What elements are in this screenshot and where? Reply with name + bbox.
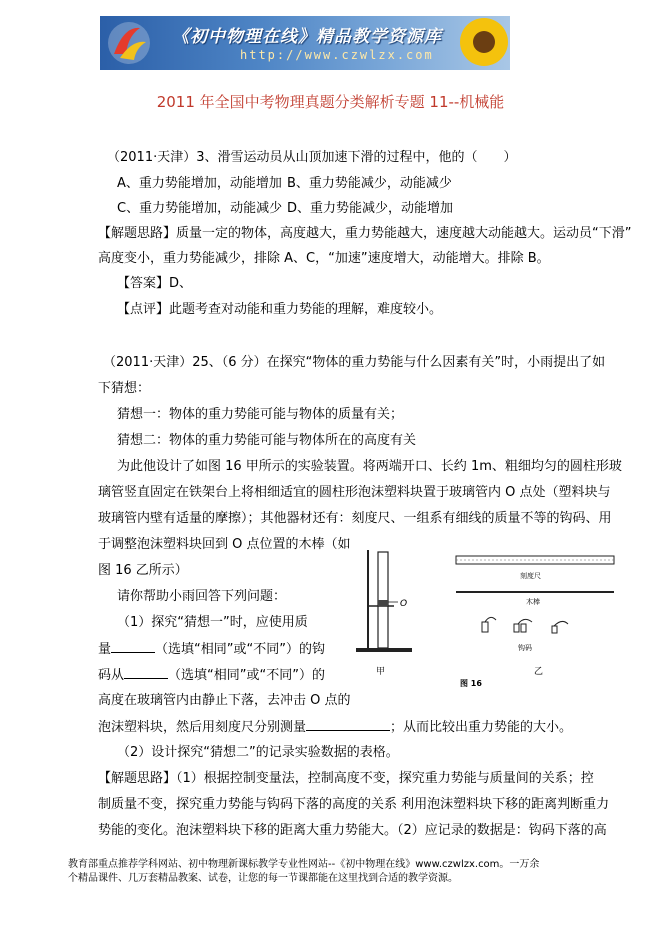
q2-sub1-text: 码从 <box>98 668 125 683</box>
q2-para-line5: 图 16 乙所示） <box>98 563 188 578</box>
q2-ask: 请你帮助小雨回答下列问题： <box>117 589 287 604</box>
q2-stem-line2: 下猜想： <box>98 381 151 396</box>
q2-para-line1: 为此他设计了如图 16 甲所示的实验装置。将两端开口、长约 1m、粗细均匀的圆柱形玻 <box>117 459 622 474</box>
footer-line-1: 教育部重点推荐学科网站、初中物理新课标教学专业性网站--《初中物理在线》www.czwlzx.com。一万余 <box>68 859 540 870</box>
apparatus-jia <box>356 550 412 677</box>
q2-para-line2: 璃管竖直固定在铁架台上将相细适宜的圆柱形泡沫塑料块置于玻璃管内 O 点处（塑料块与 <box>98 485 611 500</box>
q1-analysis-line2: 高度变小，重力势能减少，排除 A、C，“加速”速度增大，动能增大。排除 B。 <box>98 251 550 266</box>
q2-sub1-line2 <box>98 640 325 659</box>
figure-caption: 图 16 <box>460 679 482 688</box>
q2-para-line4: 于调整泡沫塑料块回到 O 点位置的木棒（如 <box>98 537 351 552</box>
q2-guess-2: 猜想二：物体的重力势能可能与物体所在的高度有关 <box>117 433 417 448</box>
figure-16 <box>348 540 628 690</box>
answer-blank-2[interactable] <box>124 666 168 679</box>
label-o: O <box>400 599 408 609</box>
answer-blank-3[interactable] <box>306 718 390 731</box>
q2-sub1-text: 量 <box>98 642 112 657</box>
label-weights: 钩码 <box>518 644 532 652</box>
q1-analysis-line1: 【解题思路】质量一定的物体，高度越大，重力势能越大，速度越大动能越大。运动员“下滑” <box>98 226 632 241</box>
weights-icon <box>482 617 568 633</box>
q2-sub1-text: 泡沫塑料块，然后用刻度尺分别测量 <box>98 720 307 735</box>
q1-option-c: C、重力势能增加，动能减少 <box>117 201 283 216</box>
q2-para-line3: 玻璃管内壁有适量的摩擦）；其他器材还有：刻度尺、一组系有细线的质量不等的钩码、用 <box>98 511 612 526</box>
banner-url[interactable]: http://www.czwlzx.com <box>240 48 434 62</box>
q2-sub1-line3 <box>98 666 325 685</box>
q1-stem: （2011·天津）3、滑雪运动员从山顶加速下滑的过程中，他的（ ） <box>107 150 517 165</box>
q2-sub1-line5 <box>98 718 572 737</box>
q2-sub1-text: （选填“相同”或“不同”）的钩 <box>155 642 325 657</box>
q2-sub1-line4: 高度在玻璃管内由静止下落，去冲击 O 点的 <box>98 693 351 708</box>
q2-analysis-line1: 【解题思路】（1）根据控制变量法，控制高度不变，探究重力势能与质量间的关系；控 <box>98 771 594 786</box>
q1-comment: 【点评】此题考查对动能和重力势能的理解，难度较小。 <box>117 302 443 317</box>
header-banner <box>100 16 510 70</box>
apparatus-yi <box>456 556 614 677</box>
q1-option-d: D、重力势能减少，动能增加 <box>287 201 454 216</box>
q2-sub1-line1: （1）探究“猜想一”时，应使用质 <box>117 615 308 630</box>
document-title: 2011 年全国中考物理真题分类解析专题 11--机械能 <box>156 93 505 111</box>
label-yi: 乙 <box>534 667 544 677</box>
site-logo <box>106 20 152 66</box>
q1-option-a: A、重力势能增加，动能增加 <box>117 176 282 191</box>
q2-analysis-line2: 制质量不变，探究重力势能与钩码下落的高度的关系 利用泡沫塑料块下移的距离判断重力 <box>98 797 610 812</box>
label-jia: 甲 <box>376 667 386 677</box>
q2-analysis-line3: 势能的变化。泡沫塑料块下移的距离大重力势能大。（2）应记录的数据是：钩码下落的高 <box>98 823 607 838</box>
q2-sub2: （2）设计探究“猜想二”的记录实验数据的表格。 <box>117 745 399 760</box>
q2-stem-line1: （2011·天津）25、（6 分）在探究“物体的重力势能与什么因素有关”时，小雨提出了如 <box>103 355 606 370</box>
page-footer <box>68 858 598 886</box>
q2-guess-1: 猜想一：物体的重力势能可能与物体的质量有关； <box>117 407 404 422</box>
label-stick: 木棒 <box>526 598 540 606</box>
banner-title: 《初中物理在线》精品教学资源库 <box>172 27 442 47</box>
q2-sub1-text: ；从而比较出重力势能的大小。 <box>390 720 573 735</box>
footer-line-2: 个精品课件、几万套精品教案、试卷，让您的每一节课都能在这里找到合适的教学资源。 <box>68 873 458 884</box>
sunflower-icon <box>446 16 510 70</box>
answer-blank-1[interactable] <box>111 640 155 653</box>
q1-answer: 【答案】D、 <box>117 276 193 291</box>
q1-option-b: B、重力势能减少，动能减少 <box>287 176 452 191</box>
label-ruler: 刻度尺 <box>520 572 541 580</box>
q2-sub1-text: （选填“相同”或“不同”）的 <box>168 668 325 683</box>
